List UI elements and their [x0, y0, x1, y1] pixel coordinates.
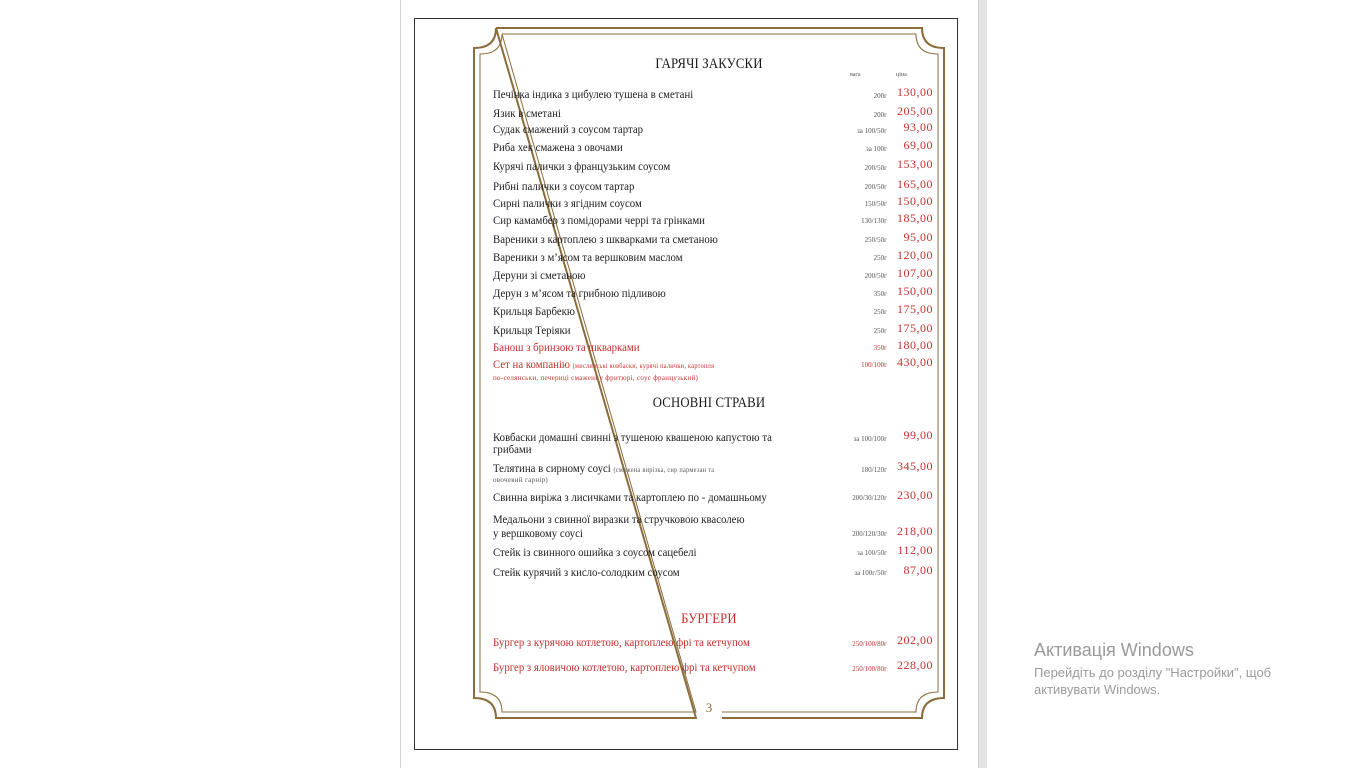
item-name: Сир камамбер з помідорами черрі та грінками: [493, 213, 705, 227]
item-price: 150,00: [897, 194, 933, 208]
menu-item: [493, 340, 933, 356]
item-name: Стейк із свинного ошийка з соусом сацебелі: [493, 545, 697, 559]
column-header-weight: вага: [850, 72, 861, 78]
menu-item: [493, 140, 933, 156]
menu-item: [493, 512, 933, 542]
item-weight: 200/50г: [864, 272, 887, 280]
menu-item: [493, 490, 933, 506]
menu-item: [493, 159, 933, 175]
item-weight: 200г: [873, 111, 887, 119]
item-name: Стейк курячий з кисло-солодким соусом: [493, 565, 680, 579]
item-name: Печінка індика з цибулею тушена в сметані: [493, 87, 694, 101]
menu-item: [493, 213, 933, 229]
menu-frame: [472, 26, 946, 720]
workspace-background: [0, 0, 400, 768]
menu-item: [493, 357, 933, 387]
item-name-continued: грибами: [493, 442, 532, 456]
item-weight: за 100г/50г: [854, 569, 887, 577]
item-weight: 200г: [873, 92, 887, 100]
item-price: 228,00: [897, 658, 933, 672]
item-name: Деруни зі сметаною: [493, 268, 586, 282]
item-weight: 130/130г: [861, 217, 887, 225]
menu-item: [493, 179, 933, 195]
item-name: [493, 461, 714, 476]
item-name: Свинна виріжа з лисичками та картоплею по - домашньому: [493, 490, 767, 504]
item-weight: 250/100/80г: [852, 665, 887, 673]
item-weight: 250/50г: [864, 236, 887, 244]
item-note: (смажена вирізка, сир пармезан та: [613, 466, 715, 474]
section-title-hot-snacks: ГАРЯЧІ ЗАКУСКИ: [655, 56, 763, 72]
item-name: Рибні палички з соусом тартар: [493, 179, 635, 193]
item-price: 95,00: [903, 230, 933, 244]
item-weight: 200/120/30г: [852, 530, 887, 538]
menu-item: [493, 196, 933, 212]
menu-item: [493, 304, 933, 320]
menu-item: [493, 106, 933, 122]
item-price: 230,00: [897, 488, 933, 502]
item-price: 69,00: [903, 138, 933, 152]
menu-item: [493, 635, 933, 651]
item-name: Судак смажений з соусом тартар: [493, 122, 644, 136]
item-weight: 250г: [873, 327, 887, 335]
item-name: Язик в сметані: [493, 106, 561, 120]
item-price: 205,00: [897, 104, 933, 118]
menu-item: [493, 660, 933, 676]
item-price: 165,00: [897, 177, 933, 191]
item-price: 180,00: [897, 338, 933, 352]
item-price: 153,00: [897, 157, 933, 171]
watermark-title: Активація Windows: [1034, 640, 1194, 660]
menu-item: [493, 323, 933, 339]
menu-item: [493, 232, 933, 248]
item-price: 185,00: [897, 211, 933, 225]
item-weight: 250/100/80г: [852, 640, 887, 648]
item-weight: 250г: [873, 308, 887, 316]
item-price: 107,00: [897, 266, 933, 280]
item-weight: 200/30/120г: [852, 494, 887, 502]
watermark-line: активувати Windows.: [1034, 682, 1161, 697]
menu-item: [493, 430, 933, 458]
item-name: Дерун з м’ясом та грибною підливою: [493, 286, 666, 300]
item-name: Крильця Барбекю: [493, 304, 576, 318]
item-name: Вареники з картоплею з шкварками та сметаною: [493, 232, 718, 246]
item-name: Бургер з курячою котлетою, картоплею фрі та кетчупом: [493, 635, 750, 649]
item-price: 93,00: [903, 120, 933, 134]
vertical-scrollbar[interactable]: [978, 0, 987, 768]
item-weight: за 100/50г: [857, 127, 887, 135]
item-weight: за 100/50г: [857, 549, 887, 557]
item-weight: 350г: [873, 290, 887, 298]
item-name: Ковбаски домашні свинні з тушеною квашеною капустою та: [493, 430, 772, 444]
menu-item: [493, 286, 933, 302]
item-price: 87,00: [903, 563, 933, 577]
item-price: 345,00: [897, 459, 933, 473]
item-weight: 150/50г: [864, 200, 887, 208]
item-name: Крильця Теріяки: [493, 323, 571, 337]
item-name: Бургер з яловичою котлетою, картоплею фрі та кетчупом: [493, 660, 756, 674]
item-price: 150,00: [897, 284, 933, 298]
item-weight: за 100/100г: [853, 435, 887, 443]
menu-item: [493, 268, 933, 284]
item-weight: за 100г: [866, 145, 887, 153]
page-number: 3: [705, 700, 713, 715]
item-weight: 200/50г: [864, 183, 887, 191]
windows-activation-watermark: [1034, 640, 1271, 697]
item-name-text: Телятина в сирному соусі: [493, 461, 611, 475]
item-weight: 250г: [873, 254, 887, 262]
item-note-continued: по-селянськи, печериці смажені у фритюрі, соус французький): [493, 374, 699, 382]
item-price: 175,00: [897, 321, 933, 335]
item-weight: 200/50г: [864, 164, 887, 172]
item-name: Сирні палички з ягідним соусом: [493, 196, 642, 210]
column-header-price: ціна: [896, 72, 907, 78]
item-price: 99,00: [903, 428, 933, 442]
item-note: (мисливські ковбаски, курячі палички, картопля: [572, 362, 715, 370]
menu-item: [493, 545, 933, 561]
section-title-burgers: БУРГЕРИ: [681, 611, 737, 627]
item-price: 430,00: [897, 355, 933, 369]
section-title-main-dishes: ОСНОВНІ СТРАВИ: [652, 395, 766, 411]
item-weight: 180/120г: [861, 466, 887, 474]
menu-item: [493, 122, 933, 138]
item-price: 130,00: [897, 85, 933, 99]
menu-item: [493, 461, 933, 489]
menu-item: [493, 87, 933, 103]
item-note-continued: овочевий гарнір): [493, 476, 549, 484]
item-name: Риба хек смажена з овочами: [493, 140, 623, 154]
item-name: [493, 357, 714, 372]
menu-item: [493, 565, 933, 581]
item-name-text: Сет на компанію: [493, 357, 570, 371]
item-name: Банош з бринзою та шкварками: [493, 340, 640, 354]
item-price: 175,00: [897, 302, 933, 316]
item-weight: 100/100г: [861, 361, 887, 369]
item-name: Вареники з м’ясом та вершковим маслом: [493, 250, 683, 264]
item-price: 202,00: [897, 633, 933, 647]
item-weight: 350г: [873, 344, 887, 352]
menu-item: [493, 250, 933, 266]
item-price: 218,00: [897, 524, 933, 538]
watermark-line: Перейдіть до розділу "Настройки", щоб: [1034, 665, 1272, 680]
item-price: 112,00: [897, 543, 933, 557]
item-name: Медальони з свинної виразки та стручковою квасолею: [493, 512, 745, 526]
item-name: Курячі палички з французьким соусом: [493, 159, 671, 173]
item-name-continued: у вершковому соусі: [493, 526, 583, 540]
item-price: 120,00: [897, 248, 933, 262]
